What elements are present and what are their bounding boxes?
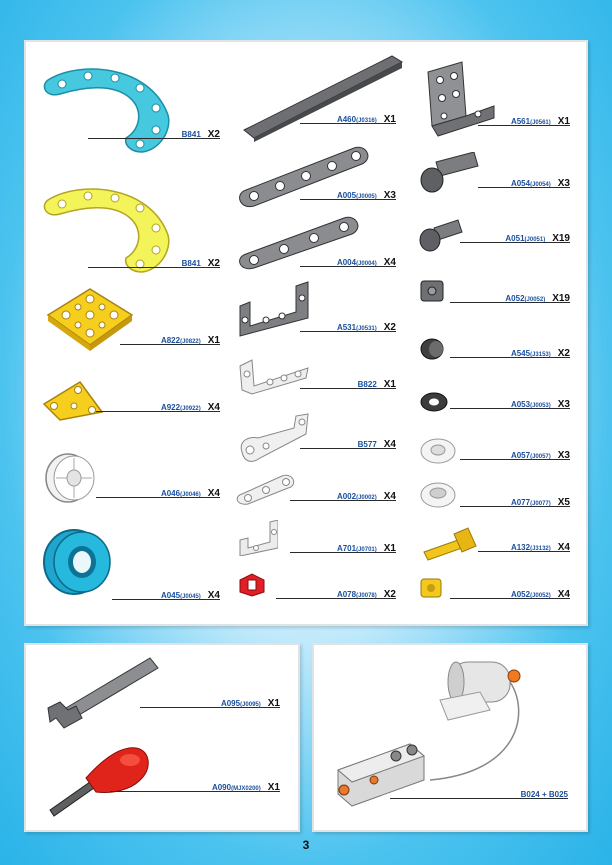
wrench-image (46, 652, 166, 730)
part-label-b024-b025: B024 + B025 (390, 784, 568, 799)
grey-hinge-plate-image (418, 58, 500, 138)
long-screw-image (418, 152, 480, 194)
white-pulley-image (418, 480, 458, 510)
part-label-a095: A095(J0095) X1 (140, 693, 280, 708)
part-label-a057: A057(J0057) X3 (460, 445, 570, 460)
part-label-a078: A078(J0078) X2 (276, 584, 396, 599)
part-label-a005: A005(J0005) X3 (300, 185, 396, 200)
short-screw-image (418, 218, 464, 254)
part-label-a531: A531(J0531) X2 (300, 317, 396, 332)
part-label-a822: A822(J0822) X1 (120, 330, 220, 345)
part-label-a046: A046(J0046) X4 (96, 483, 220, 498)
white-wheel-image (40, 452, 100, 504)
part-label-a561: A561(J0561) X1 (478, 111, 570, 126)
grey-strip-5-hole-image (236, 142, 376, 212)
part-label-a053: A053(J0053) X3 (450, 394, 570, 409)
part-label-b841-cyan: B841 X2 (88, 124, 220, 139)
part-label-a132: A132(J3132) X4 (478, 537, 570, 552)
part-label-a090: A090(MJX0200) X1 (110, 777, 280, 792)
part-label-b841-yellow: B841 X2 (88, 253, 220, 268)
white-small-bracket-image (236, 520, 278, 556)
red-clip-image (236, 572, 268, 598)
page-number: 3 (302, 838, 310, 852)
part-label-b577: B577 X4 (300, 434, 396, 449)
cyan-tire-image (40, 528, 114, 596)
yellow-axle-pin-image (418, 522, 482, 562)
yellow-nut-image (418, 576, 444, 600)
white-short-strip-image (236, 470, 298, 506)
part-label-a002: A002(J0002) X4 (290, 486, 396, 501)
white-lock-collar-image (418, 436, 458, 466)
part-label-a460: A460(J0316) X1 (300, 109, 396, 124)
part-label-a052-a: A052(J0052) X19 (450, 288, 570, 303)
part-label-a054: A054(J0054) X3 (478, 173, 570, 188)
part-label-a004: A004(J0004) X4 (300, 252, 396, 267)
cyan-curved-strip-image (40, 60, 180, 155)
long-angle-girder-image (240, 52, 410, 142)
spacer-image (418, 336, 446, 362)
part-label-a051: A051(J0051) X19 (460, 228, 570, 243)
part-label-a077: A077(J0077) X5 (460, 492, 570, 507)
part-label-a045: A045(J0045) X4 (112, 585, 220, 600)
washer-image (418, 390, 450, 414)
part-label-a922: A922(J0922) X4 (96, 397, 220, 412)
square-nut-image (418, 278, 446, 304)
part-label-a701: A701(J0701) X1 (290, 538, 396, 553)
part-label-a052-b: A052(J0052) X4 (450, 584, 570, 599)
part-label-a545: A545(J3153) X2 (450, 343, 570, 358)
part-label-b822: B822 X1 (300, 374, 396, 389)
